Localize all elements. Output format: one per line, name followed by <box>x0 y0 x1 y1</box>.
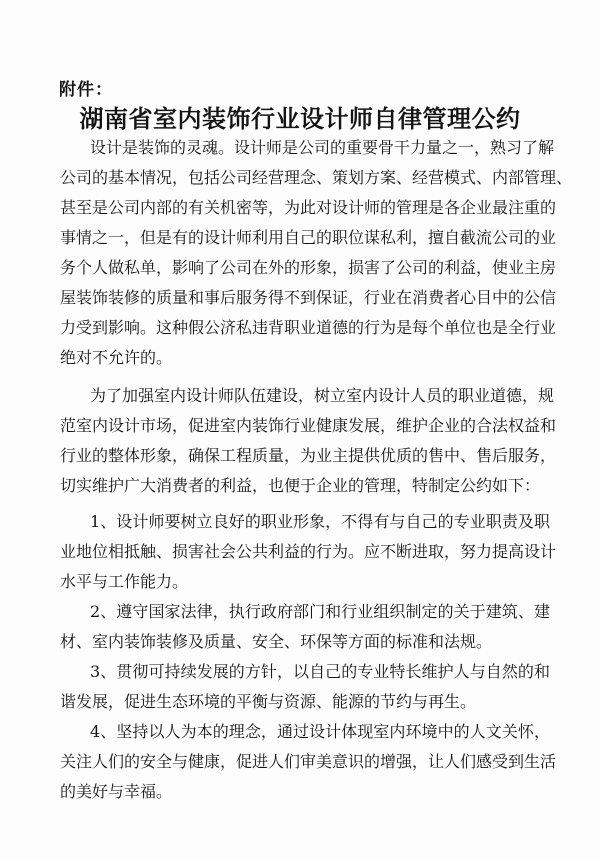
paragraph-line: 设计是装饰的灵魂。设计师是公司的重要骨干力量之一，熟习了解 <box>90 138 555 157</box>
paragraph-line: 2、遵守国家法律，执行政府部门和行业组织制定的关于建筑、建 <box>90 602 550 621</box>
paragraph-line: 4、坚持以人为本的理念，通过设计体现室内环境中的人文关怀， <box>90 722 550 741</box>
paragraph-line: 甚至是公司内部的有关机密等，为此对设计师的管理是各企业最注重的 <box>60 198 557 217</box>
paragraph-line: 谐发展，促进生态环境的平衡与资源、能源的节约与再生。 <box>60 692 477 711</box>
paragraph-line: 事情之一，但是有的设计师利用自己的职位谋私利，擅自截流公司的业 <box>60 228 557 247</box>
paragraph-line: 范室内设计市场，促进室内装饰行业健康发展，维护企业的合法权益和 <box>60 416 557 435</box>
paragraph-line: 业地位相抵触、损害社会公共利益的行为。应不断进取，努力提高设计 <box>60 542 557 561</box>
paragraph-line: 为了加强室内设计师队伍建设，树立室内设计人员的职业道德，规 <box>90 386 555 405</box>
paragraph-line: 材、室内装饰装修及质量、安全、环保等方面的标准和法规。 <box>60 632 493 651</box>
paragraph-line: 水平与工作能力。 <box>60 572 189 591</box>
paragraph-line: 公司的基本情况，包括公司经营理念、策划方案、经营模式、内部管理、 <box>60 168 573 187</box>
paragraph-line: 屋装饰装修的质量和事后服务得不到保证，行业在消费者心目中的公信 <box>60 288 557 307</box>
paragraph-line: 绝对不允许的。 <box>60 348 173 367</box>
paragraph-line: 关注人们的安全与健康，促进人们审美意识的增强，让人们感受到生活 <box>60 752 557 771</box>
paragraph-line: 力受到影响。这种假公济私违背职业道德的行为是每个单位也是全行业 <box>60 318 557 337</box>
paragraph-line: 务个人做私单，影响了公司在外的形象，损害了公司的利益，使业主房 <box>60 258 557 277</box>
document-title: 湖南省室内装饰行业设计师自律管理公约 <box>79 105 521 133</box>
paragraph-line: 的美好与幸福。 <box>60 782 173 801</box>
attachment-label: 附件： <box>59 80 113 100</box>
paragraph-line: 行业的整体形象，确保工程质量，为业主提供优质的售中、售后服务， <box>60 446 557 465</box>
paragraph-line: 1、设计师要树立良好的职业形象，不得有与自己的专业职责及职 <box>90 512 550 531</box>
paragraph-line: 3、贯彻可持续发展的方针，以自己的专业特长维护人与自然的和 <box>90 662 550 681</box>
paragraph-line: 切实维护广大消费者的利益，也便于企业的管理，特制定公约如下： <box>60 476 541 495</box>
